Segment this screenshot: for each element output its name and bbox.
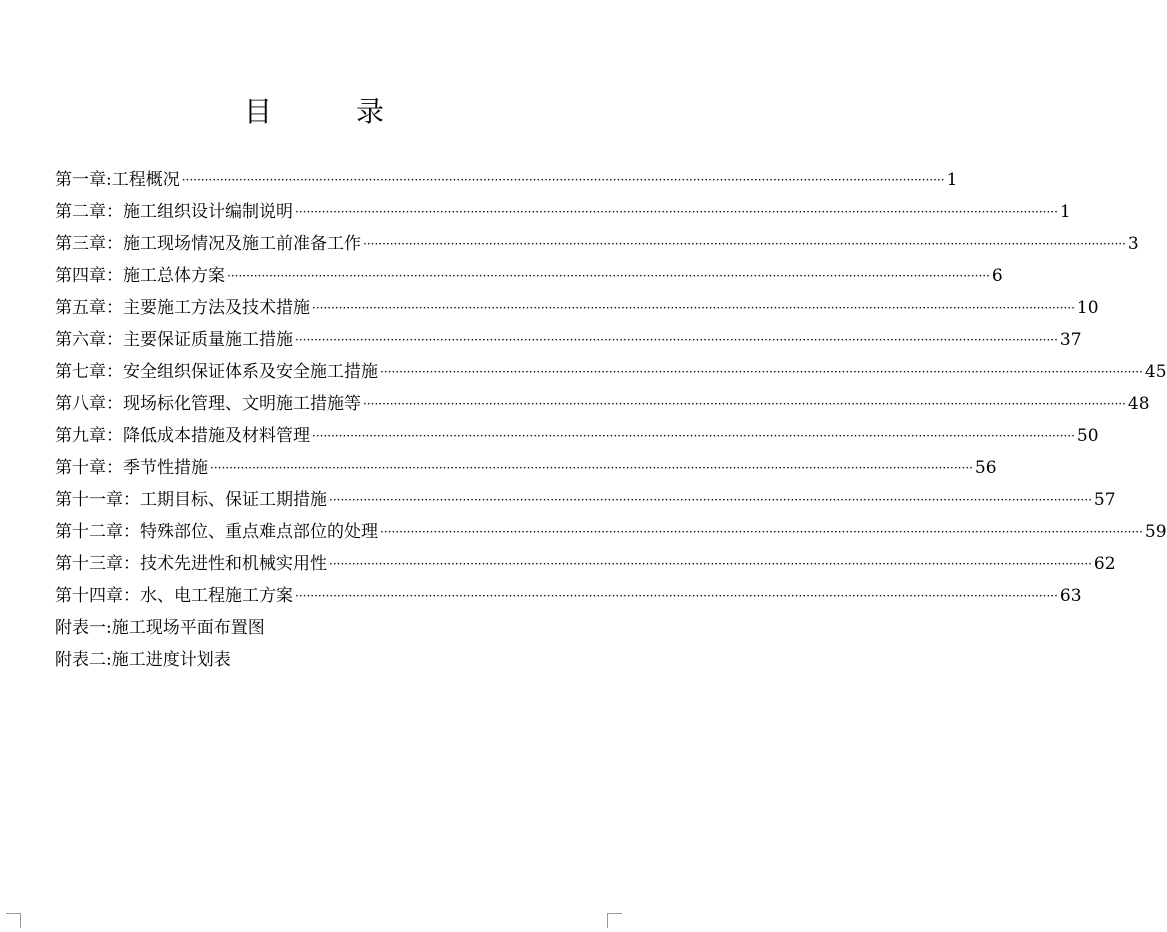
toc-entry[interactable]: [55, 324, 1082, 356]
toc-dot-leader: ········································································································································································································: [312, 429, 1075, 443]
toc-entry[interactable]: [55, 548, 1116, 580]
toc-entry-label: 第十二章：特殊部位、重点难点部位的处理: [55, 522, 378, 542]
toc-entry-label: 第十章：季节性措施: [55, 458, 208, 478]
toc-entry-page-number: 6: [991, 266, 1003, 286]
toc-entry[interactable]: [55, 452, 997, 484]
toc-entry-page-number: 3: [1127, 234, 1139, 254]
toc-dot-leader: ········································································································································································································: [363, 237, 1126, 251]
crop-mark-bottom-right: [607, 913, 622, 928]
toc-entry[interactable]: [55, 420, 1099, 452]
toc-dot-leader: ········································································································································································································: [227, 269, 990, 283]
toc-dot-leader: ········································································································································································································: [380, 525, 1143, 539]
toc-entry-label: 第九章：降低成本措施及材料管理: [55, 426, 310, 446]
appendix-entry-label: 附表二:施工进度计划表: [55, 650, 231, 670]
toc-entry-page-number: 59: [1144, 522, 1167, 542]
crop-mark-bottom-left: [6, 913, 21, 928]
toc-entry[interactable]: [55, 484, 1116, 516]
toc-entry-label: 第十三章：技术先进性和机械实用性: [55, 554, 327, 574]
toc-entry-label: 第六章：主要保证质量施工措施: [55, 330, 293, 350]
toc-entry-page-number: 10: [1076, 298, 1099, 318]
toc-entry-label: 第一章:工程概况: [55, 170, 180, 190]
toc-dot-leader: ········································································································································································································: [312, 301, 1075, 315]
toc-entry-page-number: 1: [946, 170, 958, 190]
toc-entry-page-number: 48: [1127, 394, 1150, 414]
toc-dot-leader: ········································································································································································································: [329, 557, 1092, 571]
toc-entry[interactable]: [55, 292, 1099, 324]
toc-dot-leader: ········································································································································································································: [380, 365, 1143, 379]
toc-dot-leader: ········································································································································································································: [329, 493, 1092, 507]
appendix-entry[interactable]: [55, 644, 579, 676]
toc-entry-page-number: 37: [1059, 330, 1082, 350]
toc-dot-leader: ········································································································································································································: [363, 397, 1126, 411]
toc-entry-page-number: 45: [1144, 362, 1167, 382]
toc-entry-page-number: 56: [974, 458, 997, 478]
toc-entry[interactable]: [55, 516, 1167, 548]
toc-entry-label: 第四章：施工总体方案: [55, 266, 225, 286]
toc-dot-leader: ········································································································································································································: [210, 461, 973, 475]
toc-entry-label: 第三章：施工现场情况及施工前准备工作: [55, 234, 361, 254]
toc-entry[interactable]: [55, 356, 1167, 388]
toc-entry-label: 第二章：施工组织设计编制说明: [55, 202, 293, 222]
toc-dot-leader: ········································································································································································································: [181, 173, 945, 187]
toc-entry[interactable]: [55, 260, 1003, 292]
toc-dot-leader: ········································································································································································································: [295, 205, 1058, 219]
toc-entry-page-number: 57: [1093, 490, 1116, 510]
toc-entry[interactable]: [55, 164, 958, 196]
appendix-entry-label: 附表一:施工现场平面布置图: [55, 618, 265, 638]
toc-entry-label: 第五章：主要施工方法及技术措施: [55, 298, 310, 318]
toc-entry-page-number: 62: [1093, 554, 1116, 574]
toc-entry-label: 第八章：现场标化管理、文明施工措施等: [55, 394, 361, 414]
toc-entry[interactable]: [55, 228, 1139, 260]
toc-entry-page-number: 1: [1059, 202, 1071, 222]
toc-dot-leader: ········································································································································································································: [295, 333, 1058, 347]
toc-entry-page-number: 63: [1059, 586, 1082, 606]
toc-entry-label: 第七章：安全组织保证体系及安全施工措施: [55, 362, 378, 382]
toc-entry[interactable]: [55, 196, 1071, 228]
toc-entry-page-number: 50: [1076, 426, 1099, 446]
table-of-contents: [55, 164, 1167, 676]
toc-entry-label: 第十四章：水、电工程施工方案: [55, 586, 293, 606]
page-title: 目 录: [243, 95, 412, 128]
toc-entry-label: 第十一章：工期目标、保证工期措施: [55, 490, 327, 510]
toc-entry[interactable]: [55, 580, 1082, 612]
appendix-entry[interactable]: [55, 612, 579, 644]
toc-entry[interactable]: [55, 388, 1150, 420]
toc-dot-leader: ········································································································································································································: [295, 589, 1058, 603]
